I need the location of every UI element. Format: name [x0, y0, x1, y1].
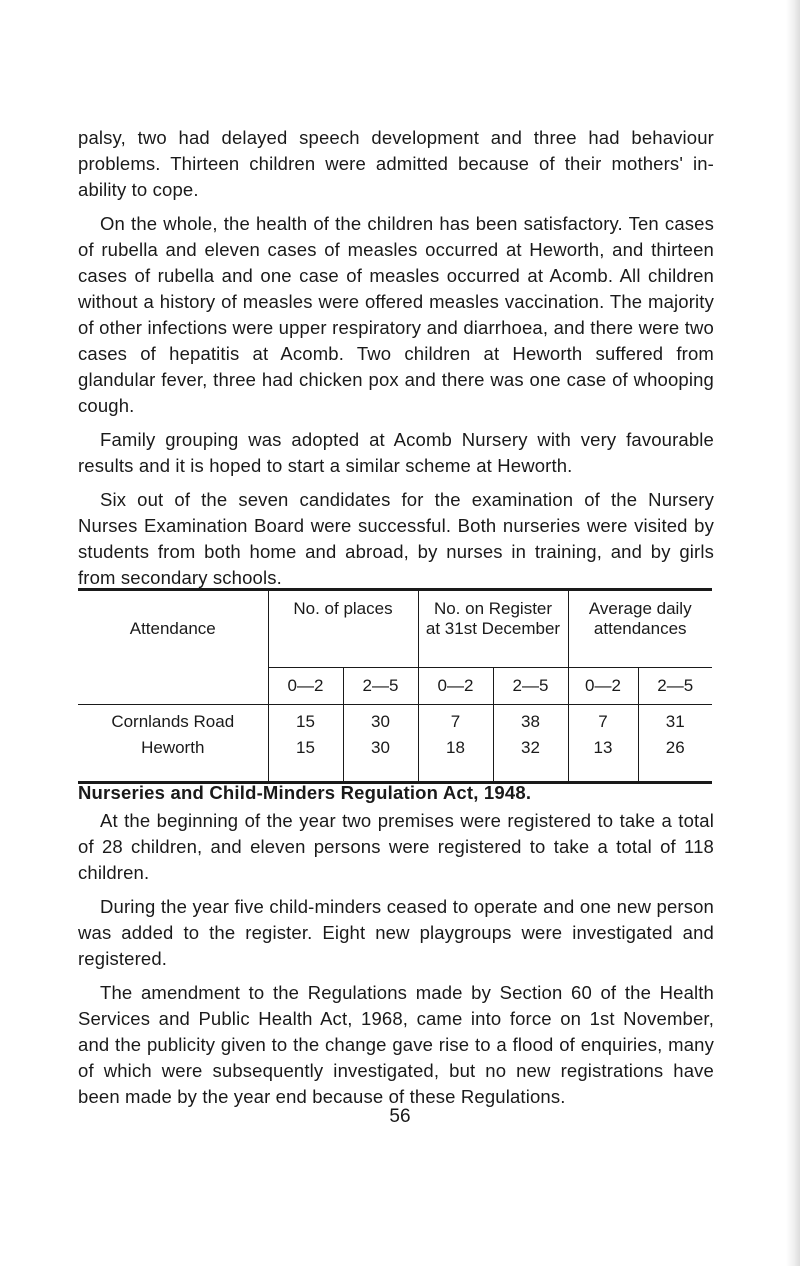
table-cell: 13 — [568, 735, 638, 783]
table-cell: 18 — [418, 735, 493, 783]
page-number: 56 — [389, 1106, 411, 1127]
table-cell: 26 — [638, 735, 712, 783]
places-header — [268, 590, 418, 668]
table-cell: 15 — [268, 705, 343, 736]
paragraph: The amendment to the Regulations made by Section 60 of the Health Services and Public Health Act, 1968, came into force on 1st November, and the publicity given to the change gave rise to a flood of enquiries, many of which were subsequently investigated, but no new registrations have been made by the year end because of these Regulations. — [78, 982, 714, 1107]
table-cell: 31 — [638, 705, 712, 736]
register-header-line2: at 31st December — [425, 619, 561, 638]
table-cell: 30 — [343, 705, 418, 736]
page-edge-shadow — [786, 0, 800, 1266]
register-header — [418, 590, 568, 668]
attendance-table — [78, 588, 712, 784]
age-subheader: 0—2 — [268, 668, 343, 705]
paragraph: On the whole, the health of the children has been satisfactory. Ten cases of rubella and eleven cases of measles occurred at Heworth, and thirteen cases of rubella and one case of measles occurred at Acomb. All children without a history of measles were offered measles vaccination. The majority of other infections were upper respiratory and diarrhoea, and there were two cases of hepatitis at Acomb. Two children at Heworth suffered from glandular fever, three had chicken pox and there was one case of whooping cough. — [78, 213, 714, 416]
age-subheader: 0—2 — [568, 668, 638, 705]
age-subheader: 0—2 — [418, 668, 493, 705]
row-label: Cornlands Road — [111, 712, 235, 731]
table-cell: 38 — [493, 705, 568, 736]
average-header-line2: attendances — [593, 619, 687, 638]
average-header — [568, 590, 712, 668]
paragraph: Six out of the seven candidates for the examination of the Nursery Nurses Examination Board were successful. Both nurseries were visited by students from both home and abroad, by nurses in training, and by girls from secondary schools. — [78, 489, 714, 588]
attendance-header: Attendance — [129, 619, 216, 639]
section-heading: Nurseries and Child-Minders Regulation Act, 1948. — [78, 782, 532, 803]
age-subheader-row — [78, 668, 712, 705]
table-cell: 32 — [493, 735, 568, 783]
register-header-line1: No. on Register — [433, 599, 553, 618]
table-row — [78, 705, 712, 736]
paragraph: Family grouping was adopted at Acomb Nursery with very favourable results and it is hoped to start a similar scheme at Heworth. — [78, 429, 714, 476]
table-cell: 15 — [268, 735, 343, 783]
paragraph: At the beginning of the year two premises were registered to take a total of 28 children, and eleven persons were registered to take a total of 118 children. — [78, 810, 714, 883]
average-header-line1: Average daily — [588, 599, 692, 618]
row-label: Heworth — [141, 738, 205, 757]
empty-cell — [78, 668, 268, 705]
age-subheader: 2—5 — [493, 668, 568, 705]
table-cell: 7 — [568, 705, 638, 736]
table-header-row — [78, 590, 712, 668]
paragraph: During the year five child-minders ceased to operate and one new person was added to the register. Eight new playgroups were investigated and registered. — [78, 896, 714, 969]
table-cell: 30 — [343, 735, 418, 783]
age-subheader: 2—5 — [343, 668, 418, 705]
age-subheader: 2—5 — [638, 668, 712, 705]
paragraph: palsy, two had delayed speech development and three had behaviour problems. Thirteen children were admitted because of their mothers' in-ability to cope. — [78, 127, 714, 200]
places-header-label: No. of places — [293, 599, 393, 618]
bottom-text-block — [78, 780, 714, 1110]
table-cell: 7 — [418, 705, 493, 736]
table-row — [78, 735, 712, 783]
top-text-block — [78, 125, 714, 591]
